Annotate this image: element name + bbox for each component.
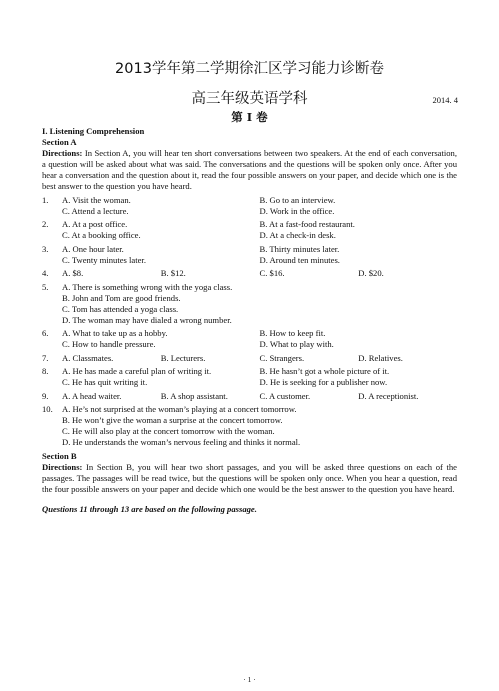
question-10	[42, 404, 457, 448]
section-b-directions	[42, 462, 457, 495]
question-number: 7.	[42, 352, 49, 363]
option-d[interactable]: D. At a check-in desk.	[259, 230, 336, 240]
option-b[interactable]: B. $12.	[160, 268, 186, 278]
content	[42, 126, 457, 515]
option-c[interactable]: C. A customer.	[259, 390, 311, 401]
option-d[interactable]: D. Around ten minutes.	[259, 254, 340, 265]
option-a[interactable]: A. At a post office.	[62, 219, 128, 229]
option-a[interactable]: A. He has made a careful plan of writing it.	[62, 366, 212, 376]
option-d[interactable]: D. The woman may have dialed a wrong number.	[62, 314, 232, 325]
question-8	[42, 366, 457, 388]
question-2	[42, 219, 457, 241]
question-number: 8.	[42, 366, 49, 376]
question-5	[42, 282, 457, 326]
question-number: 5.	[42, 281, 49, 292]
option-a[interactable]: A. A head waiter.	[62, 390, 122, 401]
question-6	[42, 328, 457, 350]
question-4	[42, 268, 457, 279]
question-number: 4.	[42, 268, 49, 278]
option-d[interactable]: D. A receptionist.	[358, 390, 419, 401]
option-b[interactable]: B. Go to an interview.	[259, 194, 336, 205]
question-number: 3.	[42, 243, 49, 254]
part-heading: 第 I 卷	[231, 110, 268, 124]
option-a[interactable]: A. Classmates.	[62, 352, 114, 363]
option-b[interactable]: B. John and Tom are good friends.	[62, 292, 181, 303]
option-d[interactable]: D. $20.	[358, 268, 384, 278]
option-d[interactable]: D. Relatives.	[358, 352, 403, 363]
option-b[interactable]: B. A shop assistant.	[160, 390, 228, 401]
section-b-title: Section B	[42, 451, 77, 461]
option-a[interactable]: A. What to take up as a hobby.	[62, 328, 168, 338]
question-3	[42, 244, 457, 266]
question-9	[42, 391, 457, 402]
directions-label: Directions:	[42, 148, 83, 158]
question-1	[42, 195, 457, 217]
option-c[interactable]: C. Strangers.	[259, 352, 305, 363]
question-number: 9.	[42, 390, 49, 401]
directions-label: Directions:	[42, 462, 83, 472]
question-number: 10.	[42, 404, 53, 414]
section-a-directions	[42, 148, 457, 192]
option-b[interactable]: B. He won’t give the woman a surprise at the concert tomorrow.	[62, 415, 283, 425]
option-b[interactable]: B. Thirty minutes later.	[259, 243, 340, 254]
option-c[interactable]: C. Tom has attended a yoga class.	[62, 303, 179, 314]
exam-date: 2014. 4	[432, 95, 458, 105]
page-number: · 1 ·	[243, 675, 256, 685]
section-heading: I. Listening Comprehension	[42, 126, 145, 136]
option-d[interactable]: D. He understands the woman’s nervous feeling and thinks it normal.	[62, 437, 301, 447]
option-a[interactable]: A. $8.	[62, 268, 84, 278]
option-c[interactable]: C. At a booking office.	[62, 230, 141, 240]
option-a[interactable]: A. There is something wrong with the yoga class.	[62, 281, 233, 292]
option-c[interactable]: C. He has quit writing it.	[62, 377, 148, 387]
question-7	[42, 353, 457, 364]
directions-text: In Section A, you will hear ten short conversations between two speakers. At the end of each conversation, a question will be asked about what was said. The conversations and the questions will be spoken only once. After you hear a conversation and the question about it, read the four possible answers on your paper, and decide which one is the best answer to the question you have heard.	[42, 148, 457, 191]
option-b[interactable]: B. He hasn’t got a whole picture of it.	[259, 366, 390, 376]
option-a[interactable]: A. Visit the woman.	[62, 194, 131, 205]
question-number: 6.	[42, 328, 49, 338]
option-a[interactable]: A. One hour later.	[62, 243, 124, 254]
question-number: 1.	[42, 194, 49, 205]
option-d[interactable]: D. He is seeking for a publisher now.	[259, 377, 388, 387]
option-a[interactable]: A. He’s not surprised at the woman’s playing at a concert tomorrow.	[62, 404, 297, 414]
option-b[interactable]: B. At a fast-food restaurant.	[259, 219, 355, 229]
exam-title: 2013学年第二学期徐汇区学习能力诊断卷	[115, 61, 384, 77]
exam-subtitle: 高三年级英语学科	[191, 91, 308, 107]
option-c[interactable]: C. Twenty minutes later.	[62, 254, 146, 265]
question-number: 2.	[42, 219, 49, 229]
option-d[interactable]: D. What to play with.	[259, 339, 334, 349]
option-d[interactable]: D. Work in the office.	[259, 205, 335, 216]
option-b[interactable]: B. How to keep fit.	[259, 328, 326, 338]
section-a-title: Section A	[42, 137, 77, 147]
option-c[interactable]: C. $16.	[259, 268, 285, 278]
passage-note: Questions 11 through 13 are based on the following passage.	[42, 504, 257, 514]
option-c[interactable]: C. He will also play at the concert tomorrow with the woman.	[62, 426, 275, 436]
option-c[interactable]: C. Attend a lecture.	[62, 205, 129, 216]
directions-text: In Section B, you will hear two short passages, and you will be asked three questions on each of the passages. The passages will be read twice, but the questions will be spoken only once. When you hear a question, read the four possible answers on your paper and decide which one would be the best answer to the question you have heard.	[42, 462, 457, 494]
option-c[interactable]: C. How to handle pressure.	[62, 339, 156, 349]
option-b[interactable]: B. Lecturers.	[160, 352, 206, 363]
